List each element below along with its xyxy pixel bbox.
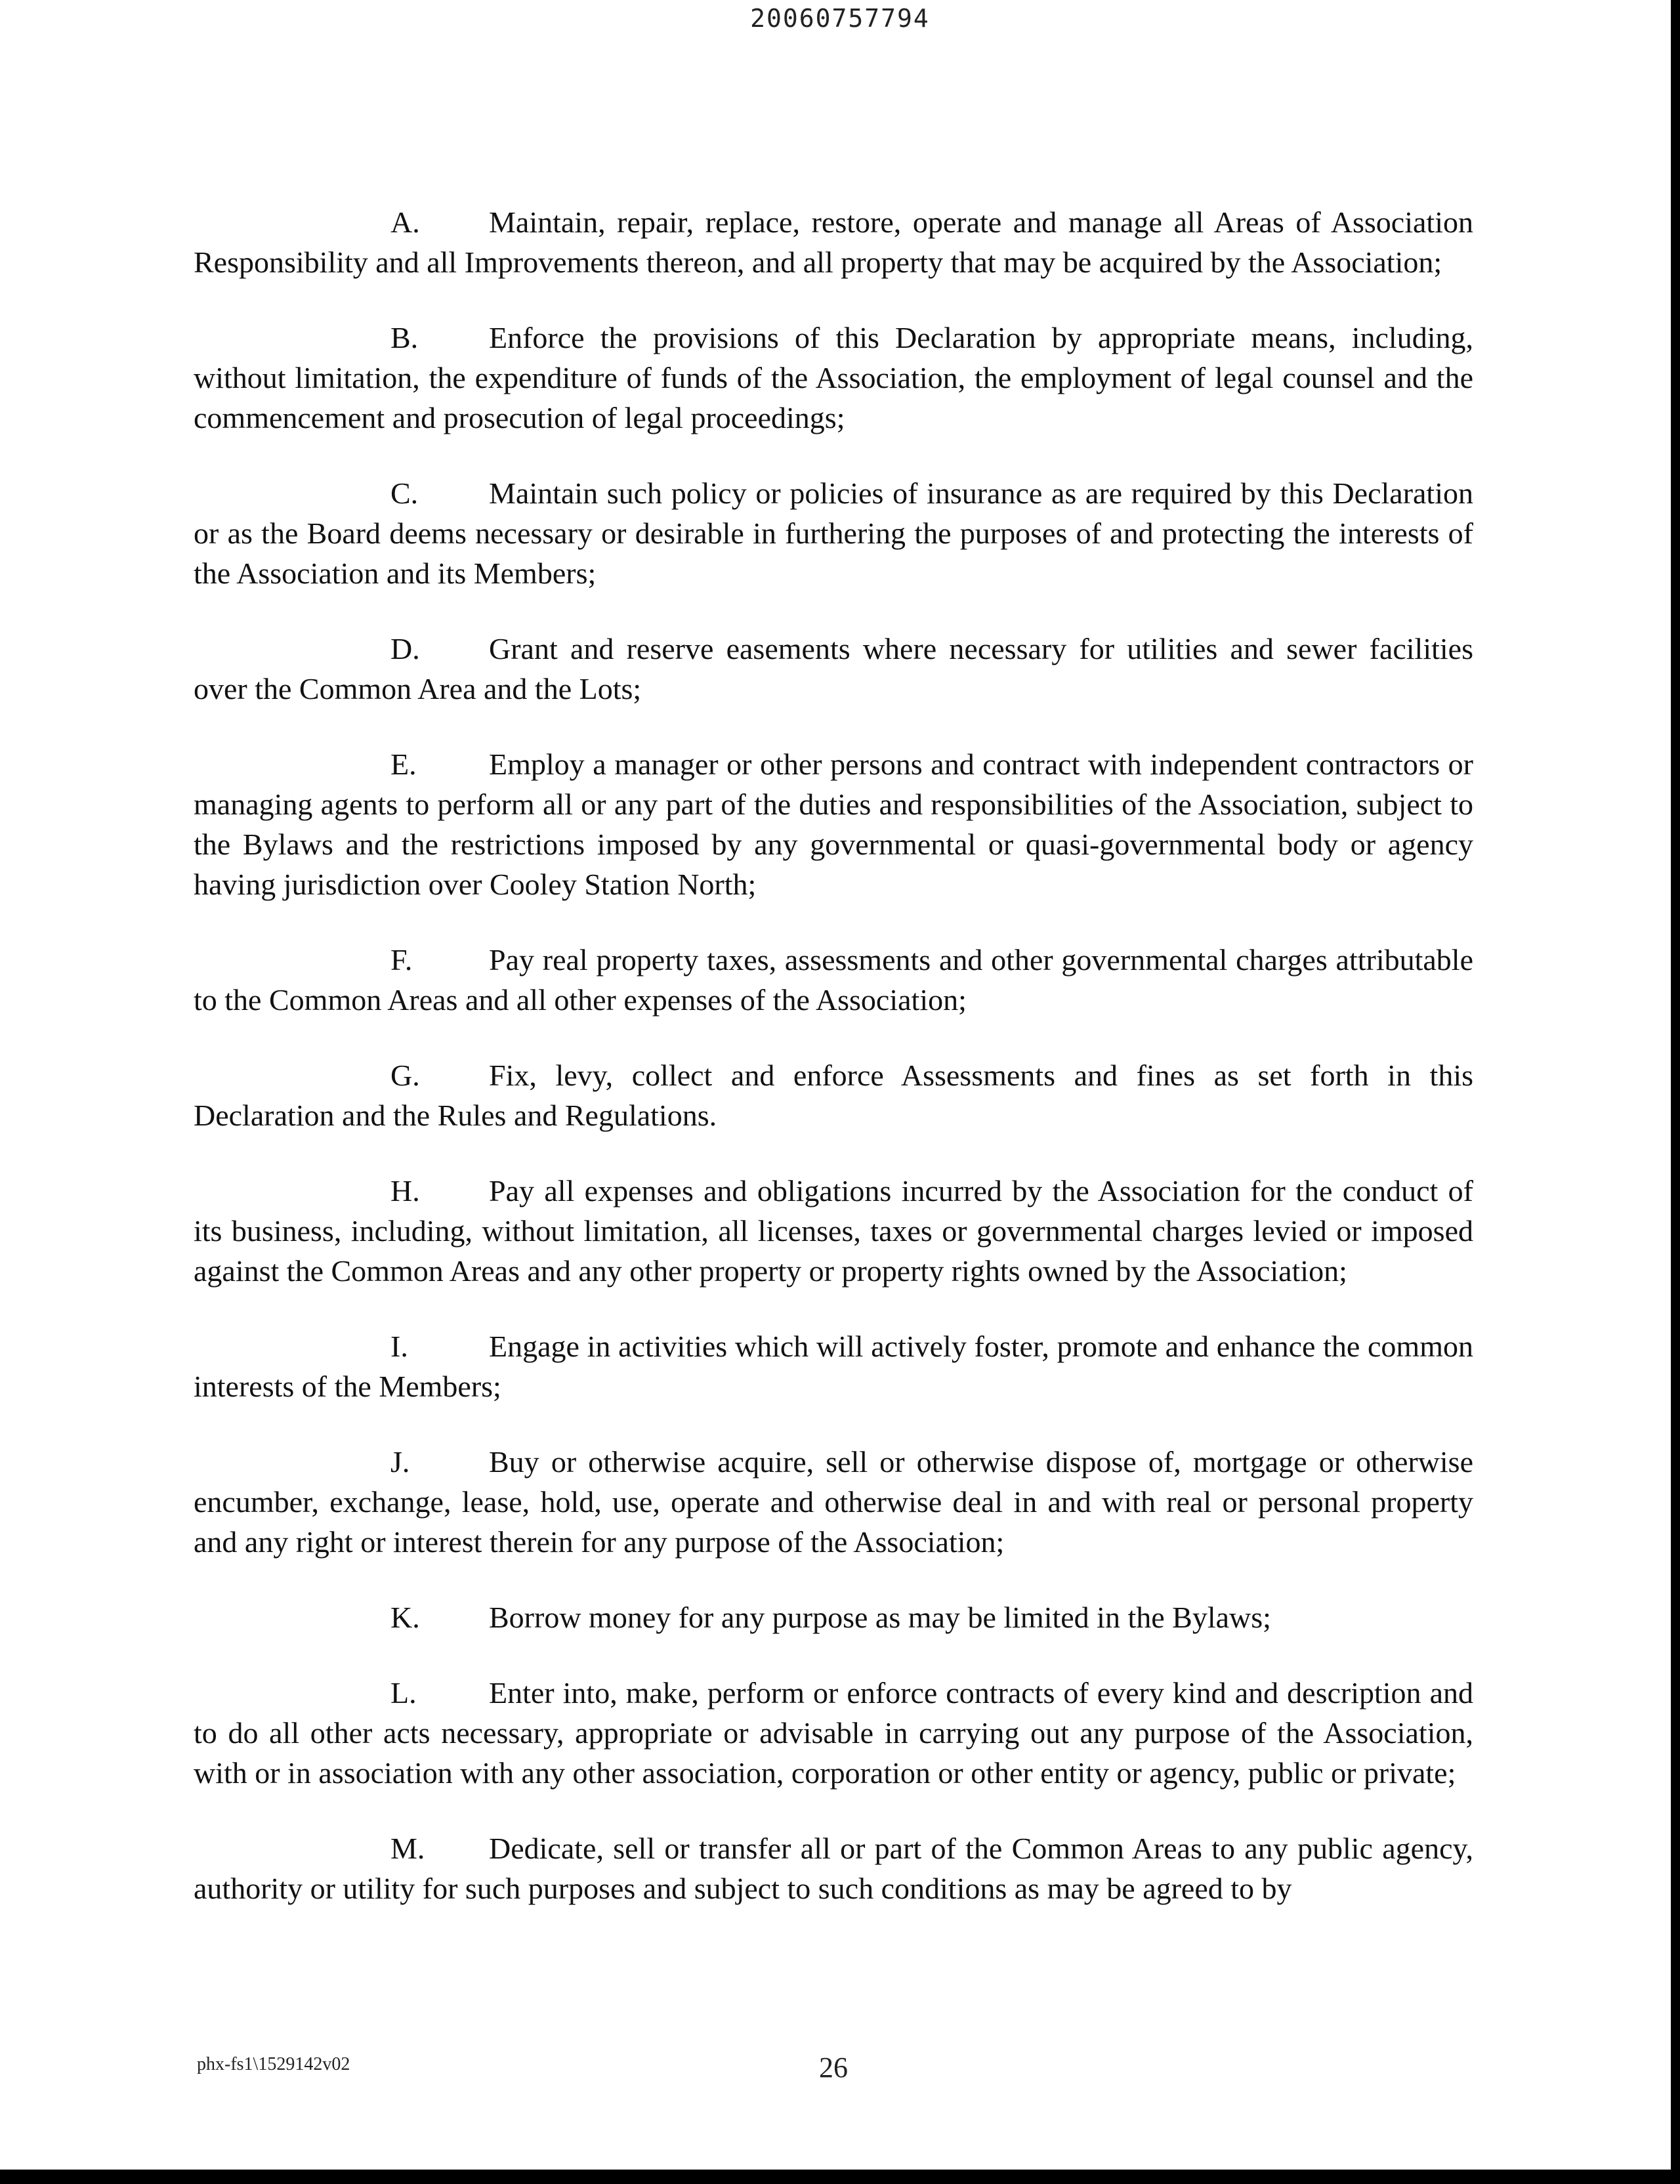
paragraph-text: Buy or otherwise acquire, sell or otherwise dispose of, mortgage or otherwise encumber, exchange, lease, hold, use, operate and otherwise deal in and with real or personal property and any right or interest therein for any purpose of the Association; bbox=[194, 1445, 1473, 1559]
paragraph-label: B. bbox=[390, 321, 419, 354]
paragraph-text: Engage in activities which will actively foster, promote and enhance the common interests of the Members; bbox=[194, 1330, 1473, 1403]
paragraph-label: C. bbox=[390, 476, 419, 510]
paragraph-text: Maintain such policy or policies of insurance as are required by this Declaration or as the Board deems necessary or desirable in furthering the purposes of and protecting the interests of the Association and its Members; bbox=[194, 476, 1473, 590]
paragraph-text: Fix, levy, collect and enforce Assessments and fines as set forth in this Declaration and the Rules and Regulations. bbox=[194, 1059, 1473, 1132]
paragraph-h bbox=[194, 1171, 1473, 1291]
paragraph-text: Employ a manager or other persons and contract with independent contractors or managing agents to perform all or any part of the duties and responsibilities of the Association, subject to the Bylaws and the restrictions imposed by any governmental or quasi-governmental body or agency having jurisdiction over Cooley Station North; bbox=[194, 747, 1473, 901]
document-body bbox=[194, 202, 1473, 1944]
paragraph-label: G. bbox=[390, 1059, 420, 1092]
paragraph-label: D. bbox=[390, 632, 420, 665]
paragraph-label: H. bbox=[390, 1174, 420, 1208]
paragraph-label: F. bbox=[390, 943, 413, 976]
paragraph-text: Maintain, repair, replace, restore, operate and manage all Areas of Association Responsibility and all Improvements thereon, and all property that may be acquired by the Association; bbox=[194, 205, 1473, 279]
paragraph-i bbox=[194, 1326, 1473, 1406]
paragraph-text: Enter into, make, perform or enforce contracts of every kind and description and to do all other acts necessary, appropriate or advisable in carrying out any purpose of the Association, with or in association with any other association, corporation or other entity or agency, public or private; bbox=[194, 1676, 1473, 1790]
paragraph-g bbox=[194, 1055, 1473, 1135]
paragraph-b bbox=[194, 318, 1473, 438]
paragraph-f bbox=[194, 940, 1473, 1020]
paragraph-text: Pay real property taxes, assessments and other governmental charges attributable to the Common Areas and all other expenses of the Association; bbox=[194, 943, 1473, 1017]
paragraph-label: J. bbox=[390, 1445, 410, 1479]
paragraph-label: M. bbox=[390, 1832, 425, 1865]
scan-edge-right bbox=[1671, 0, 1680, 2184]
document-number: 20060757794 bbox=[750, 4, 930, 33]
paragraph-m bbox=[194, 1828, 1473, 1908]
paragraph-label: I. bbox=[390, 1330, 408, 1363]
paragraph-l bbox=[194, 1673, 1473, 1793]
scan-edge-bottom bbox=[0, 2170, 1680, 2184]
paragraph-text: Dedicate, sell or transfer all or part of the Common Areas to any public agency, authority or utility for such purposes and subject to such conditions as may be agreed to by bbox=[194, 1832, 1473, 1905]
paragraph-label: L. bbox=[390, 1676, 417, 1710]
paragraph-d bbox=[194, 629, 1473, 709]
paragraph-text: Pay all expenses and obligations incurred by the Association for the conduct of its business, including, without limitation, all licenses, taxes or governmental charges levied or imposed against the Common Areas and any other property or property rights owned by the Association; bbox=[194, 1174, 1473, 1288]
paragraph-a bbox=[194, 202, 1473, 282]
paragraph-k bbox=[194, 1597, 1473, 1637]
paragraph-j bbox=[194, 1442, 1473, 1562]
paragraph-label: K. bbox=[390, 1601, 420, 1634]
paragraph-label: A. bbox=[390, 205, 420, 239]
paragraph-text: Borrow money for any purpose as may be limited in the Bylaws; bbox=[489, 1601, 1271, 1634]
paragraph-label: E. bbox=[390, 747, 417, 781]
footer-document-code: phx-fs1\1529142v02 bbox=[197, 2054, 350, 2074]
paragraph-text: Enforce the provisions of this Declaration by appropriate means, including, without limitation, the expenditure of funds of the Association, the employment of legal counsel and the commencement and prosecution of legal proceedings; bbox=[194, 321, 1473, 434]
paragraph-c bbox=[194, 473, 1473, 593]
page-number: 26 bbox=[819, 2051, 848, 2084]
paragraph-e bbox=[194, 744, 1473, 904]
paragraph-text: Grant and reserve easements where necessary for utilities and sewer facilities over the Common Area and the Lots; bbox=[194, 632, 1473, 705]
